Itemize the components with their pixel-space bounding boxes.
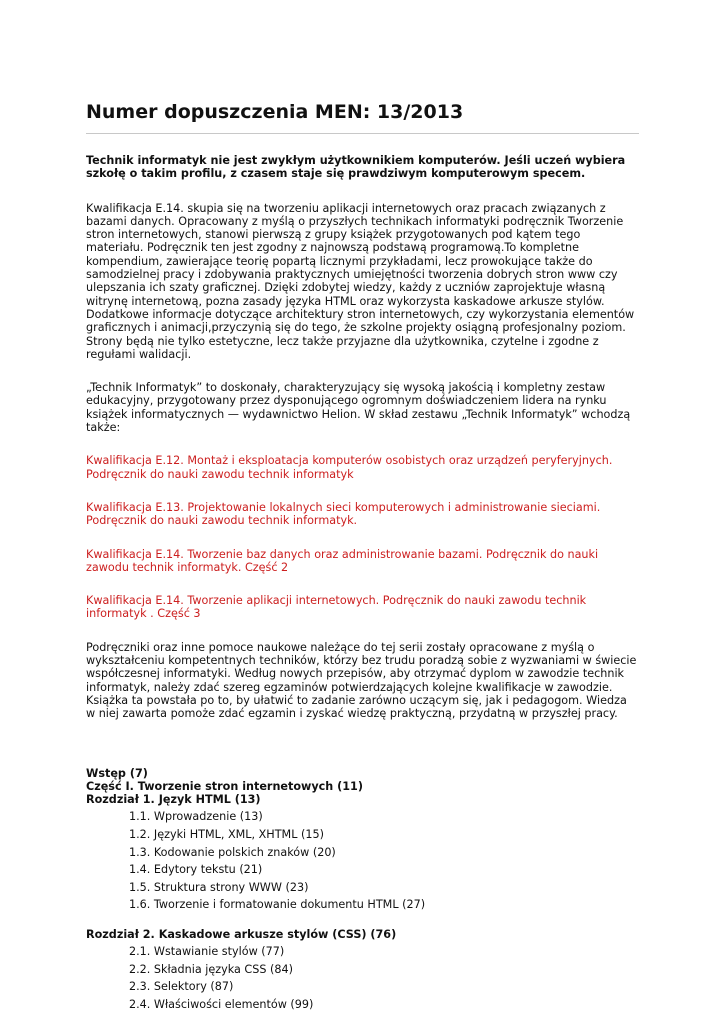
series-paragraph: „Technik Informatyk” to doskonały, charakteryzujący się wysoką jakością i kompletny zestaw edukacyjny, przygotowany przez dysponującego ogromnym doświadczeniem lidera na rynku książek informatycznych — wydawnictwo Helion. W skład zestawu „Technik Informatyk” wchodzą także: — [86, 381, 631, 435]
toc-item: 1.6. Tworzenie i formatowanie dokumentu HTML (27) — [129, 898, 426, 912]
toc-item: 1.5. Struktura strony WWW (23) — [129, 880, 309, 894]
toc-part1: Część I. Tworzenie stron internetowych (11) — [86, 779, 363, 793]
toc-item: 1.2. Języki HTML, XML, XHTML (15) — [129, 827, 324, 841]
toc-item: 1.3. Kodowanie polskich znaków (20) — [129, 845, 336, 859]
lead-paragraph: Technik informatyk nie jest zwykłym użytkownikiem komputerów. Jeśli uczeń wybiera szkołę o takim profilu, z czasem staje się prawdziwym komputerowym specem. — [86, 154, 626, 181]
closing-paragraph: Podręczniki oraz inne pomoce naukowe należące do tej serii zostały opracowane z myślą o wykształceniu kompetentnych techników, którzy bez trudu poradzą sobie z wyzwaniami w świecie współczesnej informatyki. Według nowych przepisów, aby otrzymać dyplom w zawodzie technik informatyk, należy zdać szereg egzaminów potwierdzających kolejne kwalifikacje w zawodzie. Książka ta powstała po to, by ułatwić to zadanie zarówno uczącym się, jak i pedagogom. Wiedza w niej zawarta pomoże zdać egzamin i zyskać wiedzę praktyczną, przydatną w przyszłej pracy. — [86, 640, 637, 721]
related-book-e12: Kwalifikacja E.12. Montaż i eksploatacja komputerów osobistych oraz urządzeń peryferyjnych. Podręcznik do nauki zawodu technik informatyk — [86, 454, 613, 481]
page-title: Numer dopuszczenia MEN: 13/2013 — [86, 101, 464, 123]
toc-item: 1.1. Wprowadzenie (13) — [129, 810, 263, 824]
toc-chapter1-title: Rozdział 1. Język HTML (13) — [86, 793, 261, 807]
toc-chapter2-list — [86, 945, 639, 1011]
toc-intro: Wstęp (7) — [86, 766, 148, 780]
toc-item: 2.4. Właściwości elementów (99) — [129, 997, 314, 1011]
description-paragraph: Kwalifikacja E.14. skupia się na tworzeniu aplikacji internetowych oraz pracach związanych z bazami danych. Opracowany z myślą o przyszłych technikach informatyki podręcznik Tworzenie stron internetowych, stanowi pierwszą z grupy książek przygotowanych pod kątem tego materiału. Podręcznik ten jest zgodny z najnowszą podstawą programową.To kompletne kompendium, zawierające teorię popartą licznymi przykładami, lecz prowokujące także do samodzielnej pracy i zdobywania praktycznych umiejętności tworzenia dobrych stron www czy ulepszania ich szaty graficznej. Dzięki zdobytej wiedzy, każdy z uczniów zaprojektuje własną witrynę internetową, pozna zasady języka HTML oraz wykorzysta kaskadowe arkusze stylów. Dodatkowe informacje dotyczące architektury stron internetowych, czy wykorzystania elementów graficznych i animacji,przyczynią się do tego, że szkolne projekty osiągną profesjonalny poziom. Strony będą nie tylko estetyczne, lecz także przyjazne dla użytkownika, czytelne i zgodne z regułami walidacji. — [86, 201, 635, 361]
toc-item: 2.2. Składnia języka CSS (84) — [129, 962, 293, 976]
toc-chapter2-title: Rozdział 2. Kaskadowe arkusze stylów (CSS) (76) — [86, 927, 397, 941]
toc-chapter1-list — [86, 810, 639, 911]
related-book-e14-part3: Kwalifikacja E.14. Tworzenie aplikacji internetowych. Podręcznik do nauki zawodu technik informatyk . Część 3 — [86, 594, 587, 621]
table-of-contents — [86, 767, 639, 1012]
toc-item: 2.3. Selektory (87) — [129, 980, 234, 994]
title-divider — [86, 133, 639, 134]
toc-item: 2.1. Wstawianie stylów (77) — [129, 944, 285, 958]
related-book-e13: Kwalifikacja E.13. Projektowanie lokalnych sieci komputerowych i administrowanie sieciami. Podręcznik do nauki zawodu technik informatyk. — [86, 500, 601, 528]
related-book-e14-part2: Kwalifikacja E.14. Tworzenie baz danych oraz administrowanie bazami. Podręcznik do nauki zawodu technik informatyk. Część 2 — [86, 547, 599, 574]
toc-item: 1.4. Edytory tekstu (21) — [129, 863, 263, 877]
